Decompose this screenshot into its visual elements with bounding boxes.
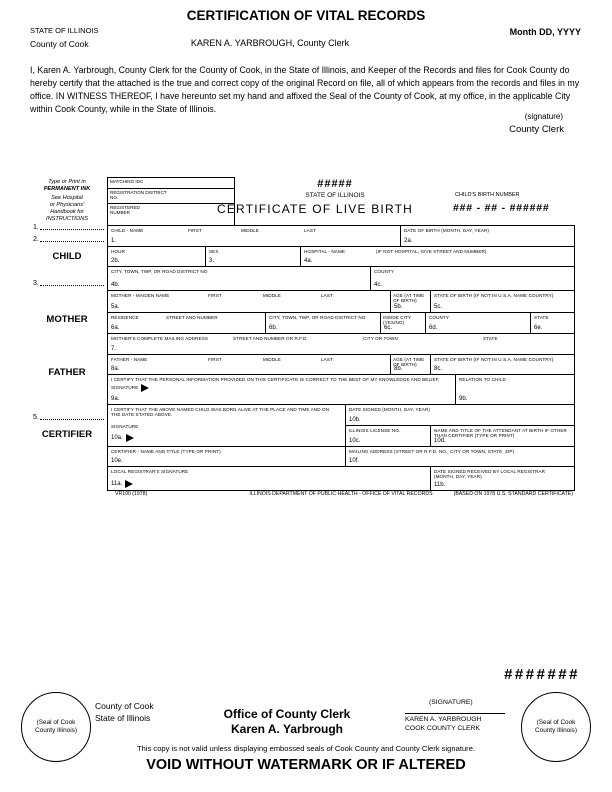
- field-label: CHILD - NAME: [111, 227, 144, 233]
- field-hospital-name: [301, 247, 574, 266]
- standard-certificate-note: (BASED ON 1978 U.S. STANDARD CERTIFICATE): [453, 491, 573, 497]
- field-label: NAME AND TITLE OF THE ATTENDANT AT BIRTH IF OTHER THAN CERTIFIER (TYPE OR PRINT): [434, 427, 567, 438]
- field-label: FIRST: [208, 292, 222, 298]
- row-certifier-certification: [108, 405, 574, 447]
- field-label: SEX: [209, 248, 219, 254]
- field-number: 2a.: [404, 238, 413, 244]
- void-warning: VOID WITHOUT WATERMARK OR IF ALTERED: [146, 757, 466, 773]
- field-illinois-license: [346, 426, 431, 446]
- field-residence: [108, 313, 266, 333]
- field-certifier-certification: [108, 405, 346, 446]
- row-child-name: [108, 226, 574, 247]
- seal-text: (Seal of Cook County Illinois): [535, 719, 577, 734]
- field-label: RESIDENCE: [111, 314, 139, 320]
- county-clerk-title: County Clerk: [509, 124, 564, 135]
- field-label: INSIDE CITY (YES/NO): [383, 314, 412, 325]
- signature-label: SIGNATURE: [111, 385, 139, 391]
- signature-arrow-icon: [141, 384, 149, 392]
- signature-arrow-icon: [126, 434, 134, 442]
- field-mother-state-of-birth: [431, 291, 574, 312]
- field-label: MIDDLE: [263, 292, 281, 298]
- margin-number-2: [33, 236, 104, 243]
- field-child-name: [108, 226, 401, 246]
- margin-number-label: 1.: [33, 224, 39, 231]
- field-date-signed: [346, 405, 574, 426]
- field-mother-maiden-name: [108, 291, 391, 312]
- field-number: 4a.: [304, 258, 313, 264]
- field-residence-city: [266, 313, 381, 333]
- field-number: 6d.: [429, 325, 438, 331]
- section-label-certifier: CERTIFIER: [41, 429, 93, 440]
- section-label-child: CHILD: [52, 251, 82, 262]
- field-number: 1.: [111, 238, 117, 244]
- field-number: 10b.: [349, 417, 361, 423]
- field-label: DATE SIGNED (MONTH, DAY, YEAR): [349, 406, 431, 412]
- department-label: ILLINOIS DEPARTMENT OF PUBLIC HEALTH - OFFICE OF VITAL RECORDS: [249, 491, 433, 497]
- license-attendant-row: [346, 426, 574, 446]
- signature-arrow-icon: [125, 480, 133, 488]
- field-label: MIDDLE: [241, 227, 259, 233]
- field-label: STATE: [483, 335, 498, 341]
- field-father-age: [391, 355, 431, 374]
- margin-number-label: 5.: [33, 414, 39, 421]
- row-certifier-name: [108, 447, 574, 467]
- field-label: MOTHER'S COMPLETE MAILING ADDRESS: [111, 335, 209, 341]
- signature-label: SIGNATURE: [111, 424, 139, 429]
- row-father-name: [108, 355, 574, 375]
- field-label: LAST: [321, 356, 333, 362]
- field-label: COUNTY: [374, 268, 394, 274]
- row-city-county: [108, 267, 574, 291]
- field-label: LAST: [304, 227, 316, 233]
- field-label: AGE (AT TIME OF BIRTH): [393, 356, 425, 367]
- certificate-title: CERTIFICATE OF LIVE BIRTH: [216, 202, 414, 216]
- field-number: 5b.: [394, 304, 403, 310]
- childs-birth-number-label: CHILD'S BIRTH NUMBER: [455, 192, 520, 198]
- validity-notice: This copy is not valid unless displaying embossed seals of Cook County and County Clerk signature.: [136, 744, 476, 753]
- row-residence: [108, 313, 574, 334]
- registration-district-label: REGISTRATION DISTRICT NO.: [110, 190, 167, 200]
- matching-idc-label: MATCHING IDC: [110, 179, 144, 184]
- bottom-state-label: State of Illinois: [95, 713, 151, 723]
- field-number: 4b.: [111, 282, 120, 288]
- field-number: 6b.: [269, 325, 278, 331]
- state-of-illinois-label: STATE OF ILLINOIS: [30, 26, 99, 35]
- field-number: 5c.: [434, 304, 443, 310]
- field-label: STREET AND NUMBER OR R.F.D.: [233, 335, 308, 341]
- field-label: STATE OF BIRTH (IF NOT IN U.S.A. NAME COUNTRY): [434, 356, 554, 362]
- certificate-state-label: STATE OF ILLINOIS: [305, 192, 365, 199]
- form-footer: [107, 491, 575, 501]
- field-number: 5a.: [111, 304, 120, 310]
- dotted-leader: [40, 241, 104, 242]
- registered-number-label: REGISTERED NUMBER: [110, 205, 140, 215]
- field-label: LOCAL REGISTRAR'S SIGNATURE: [111, 468, 189, 474]
- margin-number-label: 3.: [33, 280, 39, 287]
- dotted-leader: [40, 419, 104, 420]
- field-label: DATE SIGNED RECEIVED BY LOCAL REGISTRAR (MONTH, DAY, YEAR): [434, 468, 546, 479]
- field-registrar-signature: [108, 467, 431, 490]
- field-date-of-birth: [401, 226, 574, 246]
- row-mother-name: [108, 291, 574, 313]
- note-line: or Physicians': [49, 202, 85, 208]
- county-of-cook-label: County of Cook: [30, 39, 89, 49]
- row-hour-sex-hospital: [108, 247, 574, 267]
- field-label: MAILING ADDRESS (STREET OR R.F.D. NO., CITY OR TOWN, STATE, ZIP): [349, 448, 515, 454]
- field-label: DATE OF BIRTH (MONTH, DAY, YEAR): [404, 227, 489, 233]
- printed-clerk-title: COOK COUNTY CLERK: [405, 725, 481, 732]
- field-hour: [108, 247, 206, 266]
- field-city-twp: [108, 267, 371, 290]
- row-mailing-address: [108, 334, 574, 355]
- redacted-number-bottom: #######: [504, 666, 580, 683]
- field-number: [111, 434, 134, 442]
- office-of-county-clerk: Office of County Clerk: [223, 707, 351, 721]
- section-label-mother: MOTHER: [46, 314, 88, 325]
- document-date: Month DD, YYYY: [509, 27, 581, 37]
- birth-certificate-grid: [107, 225, 575, 491]
- certifier-right-block: [346, 405, 574, 446]
- field-number: 2b.: [111, 258, 120, 264]
- field-attendant-name: [431, 426, 574, 446]
- field-certifier-mailing-address: [346, 447, 574, 466]
- margin-number-3: [33, 280, 104, 287]
- margin-number-label: 2.: [33, 236, 39, 243]
- field-relation-to-child: [456, 375, 574, 404]
- redacted-number-top: #####: [317, 178, 353, 190]
- bottom-signature-label: (SIGNATURE): [429, 699, 473, 706]
- field-number-label: 10a.: [111, 435, 123, 441]
- form-instructions-note: [30, 179, 104, 223]
- field-number: 9b.: [459, 396, 468, 402]
- field-number: [111, 480, 133, 488]
- field-number: 10d.: [434, 438, 446, 444]
- field-label: STATE: [534, 314, 549, 320]
- field-label: HOSPITAL - NAME: [304, 248, 346, 254]
- seal-text: (Seal of Cook County Illinois): [35, 719, 77, 734]
- field-label: MIDDLE: [263, 356, 281, 362]
- row-parent-certification: [108, 375, 574, 405]
- field-number: 8c.: [434, 366, 443, 372]
- matching-idc-box: [107, 177, 235, 189]
- dotted-leader: [40, 229, 104, 230]
- note-line: PERMANENT INK: [43, 186, 91, 192]
- field-inside-city: [381, 313, 426, 333]
- field-sex: [206, 247, 301, 266]
- form-number: VR100 (1978): [115, 491, 148, 497]
- field-number: 11b.: [434, 482, 446, 488]
- field-certifier-name: [108, 447, 346, 466]
- field-label: AGE (AT TIME OF BIRTH): [393, 292, 425, 303]
- certification-statement: I, Karen A. Yarbrough, County Clerk for the County of Cook, in the State of Illinois, and Keeper of the Records and files for Cook County do hereby certify that the attached is the true and correct copy of the original Record on file, all of which appears from the records and files in my office. IN WITNESS THEREOF, I have hereunto set my hand and affixed the Seal of the County of Cook, at my office, in the applicable City within Cook County, while in the State of Illinois.: [30, 65, 580, 114]
- note-line: Type or Print in: [48, 179, 86, 185]
- field-number: 8b.: [394, 366, 403, 372]
- county-clerk-name-line: KAREN A. YARBROUGH, County Clerk: [190, 38, 350, 48]
- field-label: COUNTY: [429, 314, 449, 320]
- document-title: CERTIFICATION OF VITAL RECORDS: [186, 8, 426, 23]
- field-father-name: [108, 355, 391, 374]
- field-label: I CERTIFY THAT THE PERSONAL INFORMATION PROVIDED ON THIS CERTIFICATE IS CORRECT TO THE BEST OF MY KNOWLEDGE AND BELIEF.: [111, 376, 440, 382]
- field-number: 6a.: [111, 325, 120, 331]
- signature-row: [111, 384, 149, 392]
- field-label: STREET AND NUMBER: [166, 314, 218, 320]
- field-label: MOTHER - MAIDEN NAME: [111, 292, 170, 298]
- field-label: CERTIFIER - NAME AND TITLE (TYPE OR PRINT): [111, 448, 221, 454]
- field-number: 10c.: [349, 438, 361, 444]
- signature-line: [405, 713, 505, 714]
- field-number: 6c.: [384, 325, 393, 331]
- field-number-label: 11a.: [111, 481, 123, 487]
- field-number: 6e.: [534, 325, 543, 331]
- field-parent-certification: [108, 375, 456, 404]
- section-label-father: FATHER: [48, 367, 86, 378]
- field-label: FIRST: [208, 356, 222, 362]
- field-label: RELATION TO CHILD: [459, 376, 506, 382]
- field-label: (IF NOT HOSPITAL, GIVE STREET AND NUMBER): [376, 248, 487, 254]
- bottom-county-label: County of Cook: [95, 701, 154, 711]
- field-number: 7.: [111, 346, 117, 352]
- dotted-leader: [40, 285, 104, 286]
- field-county: [371, 267, 574, 290]
- note-line: INSTRUCTIONS: [46, 216, 88, 222]
- field-number: 10f.: [349, 458, 360, 464]
- margin-number-5: [33, 414, 104, 421]
- field-number: 3.: [209, 258, 215, 264]
- masked-birth-number: ### - ## - ######: [453, 202, 550, 214]
- margin-number-1: [33, 224, 104, 231]
- field-label: CITY, TOWN, TWP, OR ROAD DISTRICT NO: [111, 268, 208, 274]
- field-label: HOUR: [111, 248, 125, 254]
- field-residence-state: [531, 313, 574, 333]
- field-mother-age: [391, 291, 431, 312]
- clerk-name: Karen A. Yarbrough: [230, 722, 344, 736]
- field-date-received: [431, 467, 574, 490]
- field-label: STATE OF BIRTH (IF NOT IN U.S.A. NAME COUNTRY): [434, 292, 554, 298]
- field-number: 4c.: [374, 282, 383, 288]
- field-label: CITY, TOWN, TWP, OR ROAD DISTRICT NO: [269, 314, 366, 320]
- field-residence-county: [426, 313, 531, 333]
- field-label: FIRST: [188, 227, 202, 233]
- field-number: 9a.: [111, 396, 120, 402]
- field-mother-mailing-address: [108, 334, 574, 354]
- printed-clerk-name: KAREN A. YARBROUGH: [405, 716, 482, 723]
- note-line: Handbook for: [50, 209, 84, 215]
- field-number: 10e.: [111, 458, 123, 464]
- field-label: I CERTIFY THAT THE ABOVE NAMED CHILD WAS BORN ALIVE AT THE PLACE AND TIME AND ON THE DATE STATED ABOVE.: [111, 406, 330, 417]
- note-line: See Hospital: [51, 195, 83, 201]
- field-label: FATHER - NAME: [111, 356, 148, 362]
- field-number: 8a.: [111, 366, 120, 372]
- certificate-header: [107, 177, 575, 225]
- row-registrar: [108, 467, 574, 490]
- field-label: LAST: [321, 292, 333, 298]
- field-label: ILLINOIS LICENSE NO.: [349, 427, 401, 433]
- field-label: CITY OR TOWN: [363, 335, 398, 341]
- signature-placeholder: (signature): [524, 112, 563, 121]
- field-father-state-of-birth: [431, 355, 574, 374]
